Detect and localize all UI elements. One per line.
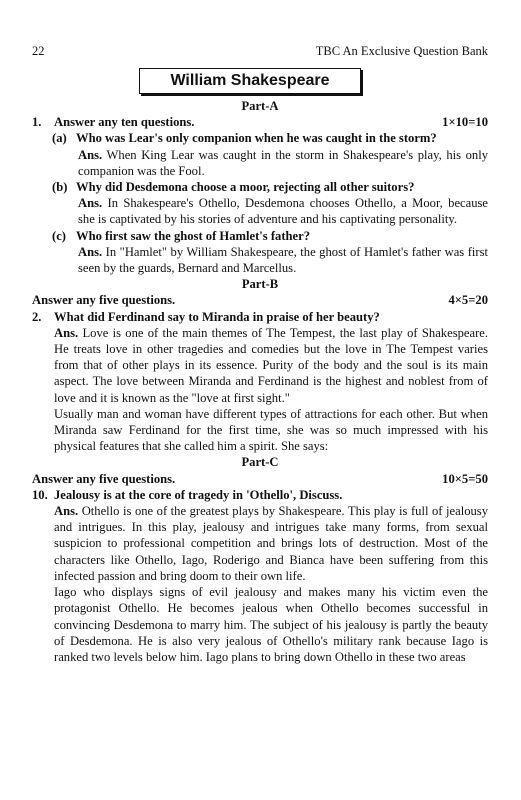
question-text: Jealousy is at the core of tragedy in 'Othello', Discuss. <box>54 487 343 502</box>
part-a-heading: Part-A <box>241 99 279 113</box>
part-b-instruction-row <box>32 292 488 308</box>
part-b-instruction: Answer any five questions. <box>32 293 176 308</box>
question-number: 1. <box>32 115 42 130</box>
item-answer: Ans. In Shakespeare's Othello, Desdemona chooses Othello, a Moor, because she is captivated by his stories of adventure and his captivating personality. <box>78 196 489 227</box>
answer-paragraph: Usually man and woman have different types of attractions for each other. But when Miranda saw Ferdinand for the first time, she was so much impressed with his physical features that she called him a spirit. She says: <box>54 406 488 454</box>
ans-label: Ans. <box>54 504 79 519</box>
item-letter: (a) <box>52 131 67 146</box>
question-number: 2. <box>32 309 42 324</box>
part-a-item <box>32 228 488 244</box>
part-c-heading: Part-C <box>241 455 279 470</box>
part-b-heading: Part-B <box>241 277 279 292</box>
part-c-instruction: Answer any five questions. <box>32 471 176 486</box>
part-a-item <box>32 130 488 146</box>
item-letter: (b) <box>52 180 68 195</box>
item-answer: Ans. When King Lear was caught in the storm in Shakespeare's play, his only companion was the Fool. <box>78 147 488 178</box>
part-a-marks: 1×10=10 <box>442 115 488 130</box>
answer-paragraph: Iago who displays signs of evil jealousy and makes many his victim even the protagonist Othello. He becomes jealous when Othello becomes successful in convincing Desdemona to marry him. The subject of his jealousy is partly the beauty of Desdemona. He is also very jealous of Othello's military rank because Iago is ranked two levels below him. Iago plans to bring down Othello in these two areas <box>54 585 488 664</box>
ans-label: Ans. <box>78 147 103 162</box>
part-c-instruction-row <box>32 471 488 487</box>
item-answer: Ans. In "Hamlet" by William Shakespeare, the ghost of Hamlet's father was first seen by the guards, Bernard and Marcellus. <box>78 244 488 276</box>
content <box>32 98 488 665</box>
item-letter: (c) <box>52 228 66 243</box>
question-number: 10. <box>32 487 48 502</box>
chapter-title: William Shakespeare <box>139 68 361 94</box>
item-question: Why did Desdemona choose a moor, rejecting all other suitors? <box>76 180 415 195</box>
item-question: Who first saw the ghost of Hamlet's father? <box>76 228 311 243</box>
running-head: TBC An Exclusive Question Bank <box>315 44 488 58</box>
part-c-question <box>32 487 488 503</box>
part-c-marks: 10×5=50 <box>442 471 488 486</box>
ans-label: Ans. <box>54 325 79 340</box>
item-question: Who was Lear's only companion when he was caught in the storm? <box>76 131 437 146</box>
page-number: 22 <box>32 44 45 58</box>
part-b-question <box>32 309 488 325</box>
ans-label: Ans. <box>78 244 103 259</box>
ans-label: Ans. <box>78 196 103 211</box>
answer-paragraph: Ans. Love is one of the main themes of The Tempest, the last play of Shakespeare. He treats love in other tragedies and comedies but the love in The Tempest varies from that of other plays in its essence. Purity of the body and the soul is its main aspect. The love between Miranda and Ferdinand is the highest and noblest from of love and it is known as the "love at first sight." <box>54 325 488 405</box>
part-a-item <box>32 179 488 195</box>
question-text: What did Ferdinand say to Miranda in praise of her beauty? <box>54 309 380 324</box>
answer-paragraph: Ans. Othello is one of the greatest plays by Shakespeare. This play is full of jealousy and intrigues. In this play, jealousy and intrigues take many forms, from sexual suspicion to professional competition and brings lots of destruction. Most of the characters like Othello, Iago, Roderigo and Bianca have been suffering from this infected passion and bring doom to their own life. <box>54 504 488 583</box>
part-a-instruction-row <box>32 114 488 130</box>
part-a-instruction: Answer any ten questions. <box>54 115 195 130</box>
part-b-marks: 4×5=20 <box>448 293 488 308</box>
